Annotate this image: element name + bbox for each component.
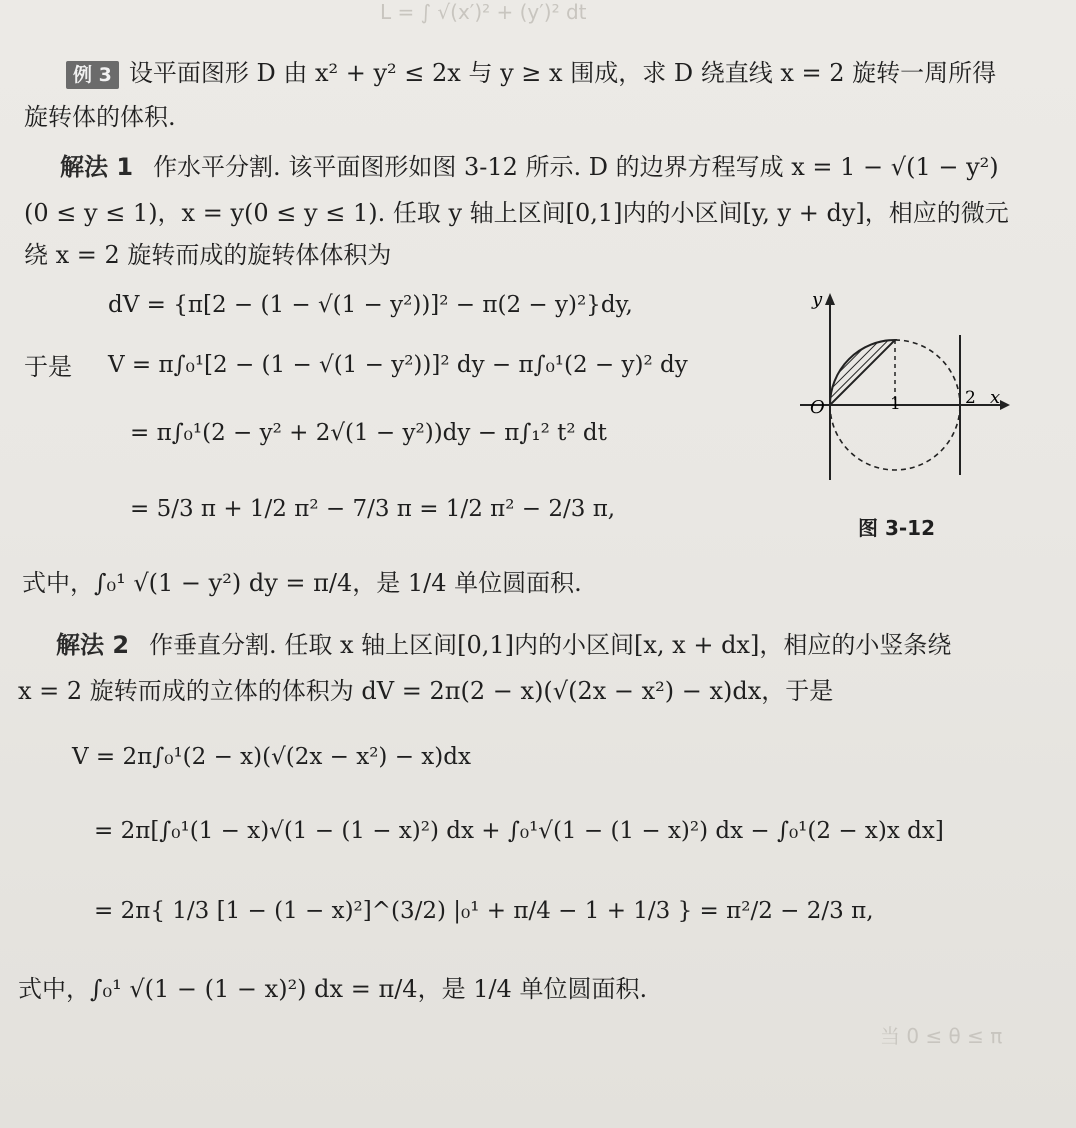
shaded-region-d bbox=[830, 340, 895, 405]
method1-line-1 bbox=[60, 152, 999, 182]
method2-eq-3 bbox=[94, 896, 874, 926]
method2-eq-2 bbox=[94, 816, 944, 846]
note-text: 式中，∫₀¹ √(1 − (1 − x)²) dx = π/4，是 1/4 单位圆面积. bbox=[18, 975, 648, 1003]
equation: V = 2π∫₀¹(2 − x)(√(2x − x²) − x)dx bbox=[72, 744, 471, 770]
method1-note bbox=[22, 568, 582, 598]
equation: = 5/3 π + 1/2 π² − 7/3 π = 1/2 π² − 2/3 π, bbox=[130, 496, 616, 522]
label-x: x bbox=[990, 387, 1001, 408]
problem-text-cont: 旋转体的体积. bbox=[24, 103, 176, 131]
bleed-through-text-lower: 当 0 ≤ θ ≤ π bbox=[880, 1024, 1003, 1048]
method2-heading: 解法 2 bbox=[56, 631, 130, 659]
problem-text: 设平面图形 D 由 x² + y² ≤ 2x 与 y ≥ x 围成，求 D 绕直线 x = 2 旋转一周所得 bbox=[128, 59, 997, 87]
note-text: 式中，∫₀¹ √(1 − y²) dy = π/4，是 1/4 单位圆面积. bbox=[22, 569, 582, 597]
circle-lower-dashed bbox=[830, 405, 960, 470]
method1-heading: 解法 1 bbox=[60, 153, 134, 181]
circle-upper-right-dashed bbox=[895, 340, 960, 405]
method2-eq-1 bbox=[72, 742, 471, 772]
bleed-through-text: L = ∫ √(x′)² + (y′)² dt bbox=[380, 0, 587, 24]
method1-eq-2 bbox=[108, 350, 688, 380]
method1-eq-1 bbox=[108, 290, 633, 320]
equation: = 2π{ 1/3 [1 − (1 − x)²]^(3/2) |₀¹ + π/4 − 1 + 1/3 } = π²/2 − 2/3 π, bbox=[94, 898, 874, 924]
figure-3-12 bbox=[790, 285, 1020, 495]
example-line-2 bbox=[24, 102, 176, 132]
method1-eq-3 bbox=[130, 418, 607, 448]
label-two: 2 bbox=[965, 388, 976, 408]
method2-line-1 bbox=[56, 630, 951, 660]
method1-text: 绕 x = 2 旋转而成的旋转体体积为 bbox=[24, 241, 392, 269]
method2-text: 作垂直分割. 任取 x 轴上区间[0,1]内的小区间[x, x + dx]，相应的小竖条绕 bbox=[149, 631, 952, 659]
method1-text: 作水平分割. 该平面图形如图 3-12 所示. D 的边界方程写成 x = 1 − √(1 − y²) bbox=[153, 153, 999, 181]
method1-line-3 bbox=[24, 240, 391, 270]
example-line-1 bbox=[66, 58, 996, 89]
y-axis-arrow bbox=[825, 293, 835, 305]
example-badge: 例 3 bbox=[66, 61, 119, 89]
method2-text: x = 2 旋转而成的立体的体积为 dV = 2π(2 − x)(√(2x − x²) − x)dx，于是 bbox=[18, 677, 834, 705]
label-origin: O bbox=[810, 397, 825, 418]
method2-note bbox=[18, 974, 647, 1004]
label-y: y bbox=[812, 289, 823, 310]
equation: V = π∫₀¹[2 − (1 − √(1 − y²))]² dy − π∫₀¹(2 − y)² dy bbox=[108, 352, 688, 378]
figure-caption: 图 3-12 bbox=[858, 516, 936, 540]
equation: dV = {π[2 − (1 − √(1 − y²))]² − π(2 − y)²}dy, bbox=[108, 292, 633, 318]
method2-line-2 bbox=[18, 676, 833, 706]
label-one: 1 bbox=[890, 394, 901, 414]
equation: = 2π[∫₀¹(1 − x)√(1 − (1 − x)²) dx + ∫₀¹√(1 − (1 − x)²) dx − ∫₀¹(2 − x)x dx] bbox=[94, 818, 944, 844]
method1-eq-4 bbox=[130, 494, 615, 524]
method1-line-2 bbox=[24, 198, 1009, 228]
equation: = π∫₀¹(2 − y² + 2√(1 − y²))dy − π∫₁² t² dt bbox=[130, 420, 607, 446]
method1-text: (0 ≤ y ≤ 1)，x = y(0 ≤ y ≤ 1). 任取 y 轴上区间[0,1]内的小区间[y, y + dy]，相应的微元 bbox=[24, 199, 1009, 227]
conj-text: 于是 bbox=[24, 353, 72, 381]
x-axis-arrow bbox=[1000, 400, 1010, 410]
yushi-label bbox=[24, 352, 72, 382]
